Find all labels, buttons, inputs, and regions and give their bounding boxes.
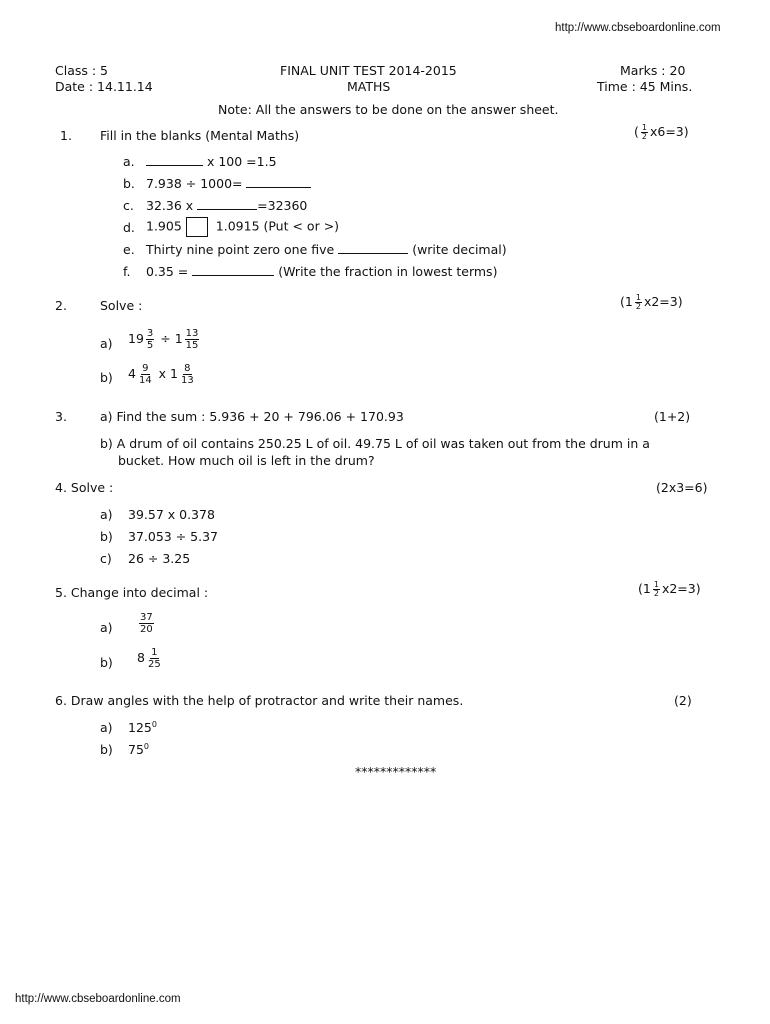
fraction: $\frac{8}{13}$ <box>181 363 194 386</box>
q4-marks: (2x3=6) <box>656 480 708 495</box>
q6a-label: a) <box>100 720 113 735</box>
fraction: $\frac{3}{5}$ <box>146 328 154 351</box>
q2-marks-fraction: $\frac{1}{2}$ <box>635 293 641 311</box>
q2-number: 2. <box>55 298 67 313</box>
q1f-label: f. <box>123 264 131 279</box>
q2a-label: a) <box>100 336 113 351</box>
subject-label: MATHS <box>347 79 391 94</box>
q5-title: 5. Change into decimal : <box>55 585 209 600</box>
fraction: $\frac{37}{20}$ <box>140 612 153 635</box>
comparison-box <box>186 217 208 237</box>
date-label: Date : 14.11.14 <box>55 79 153 94</box>
answer-blank <box>197 208 257 210</box>
q2-title: Solve : <box>100 298 143 313</box>
note-text: Note: All the answers to be done on the answer sheet. <box>218 102 559 117</box>
q1b-item: 7.938 ÷ 1000= <box>146 176 311 191</box>
fraction: $\frac{1}{25}$ <box>147 647 161 670</box>
q4c-text: 26 ÷ 3.25 <box>128 551 191 566</box>
q6b-angle: $75^0$ <box>128 742 149 758</box>
test-title: FINAL UNIT TEST 2014-2015 <box>280 63 457 78</box>
q1f-item: 0.35 = (Write the fraction in lowest terms) <box>146 264 498 279</box>
q4a-text: 39.57 x 0.378 <box>128 507 215 522</box>
fraction: $\frac{9}{14}$ <box>138 363 152 386</box>
q3-number: 3. <box>55 409 67 424</box>
q3-marks: (1+2) <box>654 409 691 424</box>
q6b-label: b) <box>100 742 113 757</box>
q1e-label: e. <box>123 242 135 257</box>
q1e-item: Thirty nine point zero one five (write decimal) <box>146 242 507 257</box>
q5a-expression <box>137 612 156 635</box>
class-label: Class : 5 <box>55 63 108 78</box>
q1d-label: d. <box>123 220 135 235</box>
q5b-label: b) <box>100 655 113 670</box>
q1a-label: a. <box>123 154 135 169</box>
q6a-angle: $125^0$ <box>128 720 157 736</box>
q3b-line2: bucket. How much oil is left in the drum? <box>118 453 375 468</box>
time-label: Time : 45 Mins. <box>597 79 693 94</box>
q3a-text: a) Find the sum : 5.936 + 20 + 796.06 + 170.93 <box>100 409 404 424</box>
q2b-label: b) <box>100 370 113 385</box>
q5b-expression: 8 $\frac{1}{25}$ <box>137 647 161 670</box>
answer-blank <box>338 252 408 254</box>
answer-blank <box>146 164 203 166</box>
q5-marks-fraction: $\frac{1}{2}$ <box>653 580 659 598</box>
q1c-label: c. <box>123 198 134 213</box>
q2-marks: (1 $\frac{1}{2}$ x2=3) <box>620 293 683 311</box>
marks-label: Marks : 20 <box>620 63 686 78</box>
q4b-text: 37.053 ÷ 5.37 <box>128 529 218 544</box>
top-url[interactable]: http://www.cbseboardonline.com <box>555 22 721 34</box>
q5-marks: (1 $\frac{1}{2}$ x2=3) <box>638 580 701 598</box>
q4a-label: a) <box>100 507 113 522</box>
q4c-label: c) <box>100 551 112 566</box>
bottom-url[interactable]: http://www.cbseboardonline.com <box>15 993 181 1005</box>
q1-marks-fraction: $\frac{1}{2}$ <box>641 123 647 141</box>
q3b-line1: b) A drum of oil contains 250.25 L of oil. 49.75 L of oil was taken out from the drum in a <box>100 436 650 451</box>
q6-marks: (2) <box>674 693 692 708</box>
q2b-expression: 4 $\frac{9}{14}$ x 1 $\frac{8}{13}$ <box>128 363 194 386</box>
answer-blank <box>246 186 311 188</box>
q1-marks: ( $\frac{1}{2}$ x6=3) <box>634 123 689 141</box>
q1c-item: 32.36 x =32360 <box>146 198 308 213</box>
q1a-item: x 100 =1.5 <box>146 154 277 169</box>
q1d-item: 1.905 1.0915 (Put < or >) <box>146 217 339 237</box>
q1b-label: b. <box>123 176 135 191</box>
end-marker: ************* <box>355 764 437 779</box>
q1-number: 1. <box>60 128 72 143</box>
q1-title: Fill in the blanks (Mental Maths) <box>100 128 300 143</box>
q2a-expression: 19 $\frac{3}{5}$ ÷ 1 $\frac{13}{15}$ <box>128 328 199 351</box>
answer-blank <box>192 274 274 276</box>
q4-title: 4. Solve : <box>55 480 114 495</box>
q5a-label: a) <box>100 620 113 635</box>
q4b-label: b) <box>100 529 113 544</box>
q6-title: 6. Draw angles with the help of protractor and write their names. <box>55 693 464 708</box>
fraction: $\frac{13}{15}$ <box>185 328 199 351</box>
